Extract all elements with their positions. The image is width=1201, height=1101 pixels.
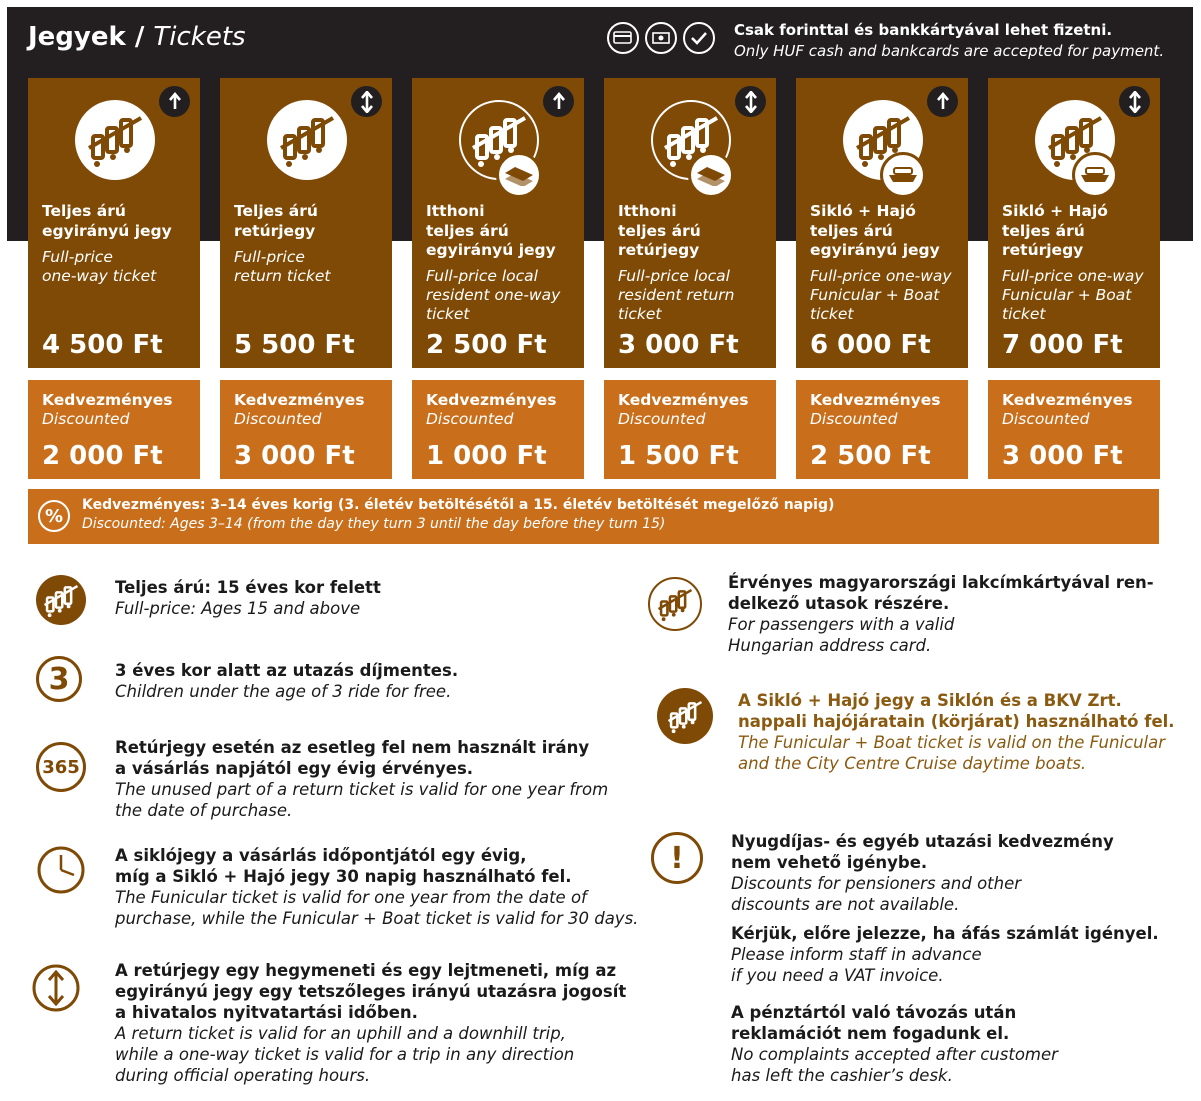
boat-icon	[657, 688, 713, 744]
discount-card	[988, 380, 1160, 479]
up-down-arrow-icon	[1119, 86, 1150, 117]
ticket-name-en: Full-price return ticket	[234, 248, 331, 285]
note-en: For passengers with a valid Hungarian address card.	[728, 615, 955, 655]
note-hu: Retúrjegy esetén az esetleg fel nem használt irány a vásárlás napjától egy évig érvényes.	[115, 738, 590, 778]
ticket-name-en: Full-price one-way Funicular + Boat ticket	[810, 267, 952, 323]
discount-price: 3 000 Ft	[1002, 441, 1123, 471]
cash-icon	[645, 22, 677, 54]
note-en: A return ticket is valid for an uphill and a downhill trip, while a one-way ticket is valid for a trip in any direction during official operating hours.	[115, 1024, 575, 1085]
note-en: The unused part of a return ticket is valid for one year from the date of purchase.	[115, 780, 609, 820]
discount-card	[28, 380, 200, 479]
note-funicular-boat	[738, 690, 1175, 774]
up-down-arrow-icon	[735, 86, 766, 117]
ticket-name-hu: Sikló + Hajó teljes árú retúrjegy	[1002, 202, 1108, 259]
age-note-en: Discounted: Ages 3–14 (from the day they turn 3 until the day before they turn 15)	[82, 516, 666, 532]
age-note-hu: Kedvezményes: 3–14 éves korig (3. életév betöltésétől a 15. életév betöltését megelőző napig)	[82, 497, 835, 513]
ticket-name-en: Full-price local resident return ticket	[618, 267, 735, 323]
page-title	[28, 22, 246, 52]
note-under-three	[115, 660, 458, 702]
payment-note-hu: Csak forinttal és bankkártyával lehet fizetni.	[734, 21, 1113, 39]
ticket-card	[220, 78, 392, 368]
funicular-icon	[267, 100, 347, 180]
discount-card	[604, 380, 776, 479]
discount-card	[796, 380, 968, 479]
payment-icons	[607, 22, 715, 54]
note-vat-invoice	[731, 923, 1159, 986]
note-en: Please inform staff in advance if you need a VAT invoice.	[731, 945, 982, 985]
percent-icon: %	[38, 500, 70, 532]
title-en: Tickets	[153, 22, 246, 52]
ticket-name-hu: Teljes árú retúrjegy	[234, 202, 318, 240]
three-icon: 3	[36, 656, 82, 702]
discount-label-hu: Kedvezményes	[618, 391, 749, 409]
discount-price: 3 000 Ft	[234, 441, 355, 471]
up-down-arrow-icon	[351, 86, 382, 117]
ticket-price: 6 000 Ft	[810, 330, 931, 360]
funicular-icon	[36, 575, 86, 625]
discount-price: 2 500 Ft	[810, 441, 931, 471]
ticket-price: 3 000 Ft	[618, 330, 739, 360]
clock-icon	[36, 845, 86, 895]
discount-card	[220, 380, 392, 479]
discount-label-hu: Kedvezményes	[426, 391, 557, 409]
address-card-icon	[688, 152, 734, 198]
note-address-card	[728, 572, 1154, 656]
note-ticket-validity	[115, 845, 638, 929]
up-arrow-icon	[159, 86, 190, 117]
ticket-name-hu: Itthoni teljes árú retúrjegy	[618, 202, 701, 259]
checkmark-icon	[683, 22, 715, 54]
address-card-icon	[496, 152, 542, 198]
ticket-card	[28, 78, 200, 368]
discount-card	[412, 380, 584, 479]
boat-icon	[1072, 152, 1118, 198]
note-hu: Érvényes magyarországi lakcímkártyával ren- delkező utasok részére.	[728, 573, 1154, 613]
title-hu: Jegyek	[28, 22, 126, 52]
note-trip-rules	[115, 960, 626, 1086]
funicular-icon	[75, 100, 155, 180]
discount-label-hu: Kedvezményes	[1002, 391, 1133, 409]
discount-label-en: Discounted	[810, 410, 898, 428]
discount-label-hu: Kedvezményes	[42, 391, 173, 409]
note-en: The Funicular + Boat ticket is valid on the Funicular and the City Centre Cruise daytime boats.	[738, 733, 1166, 773]
note-hu: Kérjük, előre jelezze, ha áfás számlát igényel.	[731, 924, 1159, 943]
note-return-validity	[115, 737, 608, 821]
ticket-card	[988, 78, 1160, 368]
payment-note	[734, 20, 1164, 62]
note-en: The Funicular ticket is valid for one year from the date of purchase, while the Funicular + Boat ticket is valid for 30 days.	[115, 888, 639, 928]
up-arrow-icon	[543, 86, 574, 117]
note-en: Full-price: Ages 15 and above	[115, 599, 361, 618]
note-no-complaints	[731, 1002, 1058, 1086]
ticket-name-hu: Teljes árú egyirányú jegy	[42, 202, 172, 240]
note-no-discounts	[731, 831, 1114, 915]
discount-label-en: Discounted	[618, 410, 706, 428]
boat-icon	[880, 152, 926, 198]
up-arrow-icon	[927, 86, 958, 117]
discount-label-hu: Kedvezményes	[234, 391, 365, 409]
note-hu: Nyugdíjas- és egyéb utazási kedvezmény nem vehető igénybe.	[731, 832, 1114, 872]
note-hu: 3 éves kor alatt az utazás díjmentes.	[115, 661, 459, 680]
up-down-arrow-icon	[31, 963, 81, 1013]
ticket-price: 4 500 Ft	[42, 330, 163, 360]
title-separator: /	[125, 22, 154, 52]
ticket-name-en: Full-price one-way Funicular + Boat ticket	[1002, 267, 1144, 323]
discount-price: 1 000 Ft	[426, 441, 547, 471]
ticket-name-en: Full-price one-way ticket	[42, 248, 157, 285]
365-icon: 365	[36, 742, 86, 792]
bankcard-icon	[607, 22, 639, 54]
ticket-card	[604, 78, 776, 368]
note-en: Children under the age of 3 ride for free.	[115, 682, 452, 701]
discount-label-en: Discounted	[1002, 410, 1090, 428]
ticket-name-en: Full-price local resident one-way ticket	[426, 267, 561, 323]
discount-label-en: Discounted	[42, 410, 130, 428]
note-hu: A pénztártól való távozás után reklamációt nem fogadunk el.	[731, 1003, 1017, 1043]
ticket-price: 7 000 Ft	[1002, 330, 1123, 360]
note-hu: Teljes árú: 15 éves kor felett	[115, 578, 381, 597]
discount-price: 2 000 Ft	[42, 441, 163, 471]
payment-note-en: Only HUF cash and bankcards are accepted for payment.	[734, 42, 1165, 60]
ticket-price: 2 500 Ft	[426, 330, 547, 360]
ticket-card	[796, 78, 968, 368]
ticket-name-hu: Itthoni teljes árú egyirányú jegy	[426, 202, 556, 259]
ticket-card	[412, 78, 584, 368]
discount-label-hu: Kedvezményes	[810, 391, 941, 409]
note-hu: A Sikló + Hajó jegy a Siklón és a BKV Zrt. nappali hajójáratain (körjárat) használható fel.	[738, 691, 1175, 731]
discount-label-en: Discounted	[426, 410, 514, 428]
exclamation-icon: !	[651, 832, 703, 884]
note-hu: A retúrjegy egy hegymeneti és egy lejtmeneti, míg az egyirányú jegy egy tetszőleges irányú utazásra jogosít a hivatalos nyitvatartási időben.	[115, 961, 627, 1022]
ticket-price: 5 500 Ft	[234, 330, 355, 360]
ticket-name-hu: Sikló + Hajó teljes árú egyirányú jegy	[810, 202, 940, 259]
note-en: Discounts for pensioners and other discounts are not available.	[731, 874, 1022, 914]
discount-label-en: Discounted	[234, 410, 322, 428]
note-full-price	[115, 577, 381, 619]
discount-price: 1 500 Ft	[618, 441, 739, 471]
age-note-band	[28, 489, 1159, 544]
note-hu: A siklójegy a vásárlás időpontjától egy évig, míg a Sikló + Hajó jegy 30 napig használható fel.	[115, 846, 572, 886]
address-card-icon	[648, 577, 702, 631]
note-en: No complaints accepted after customer has left the cashier’s desk.	[731, 1045, 1058, 1085]
